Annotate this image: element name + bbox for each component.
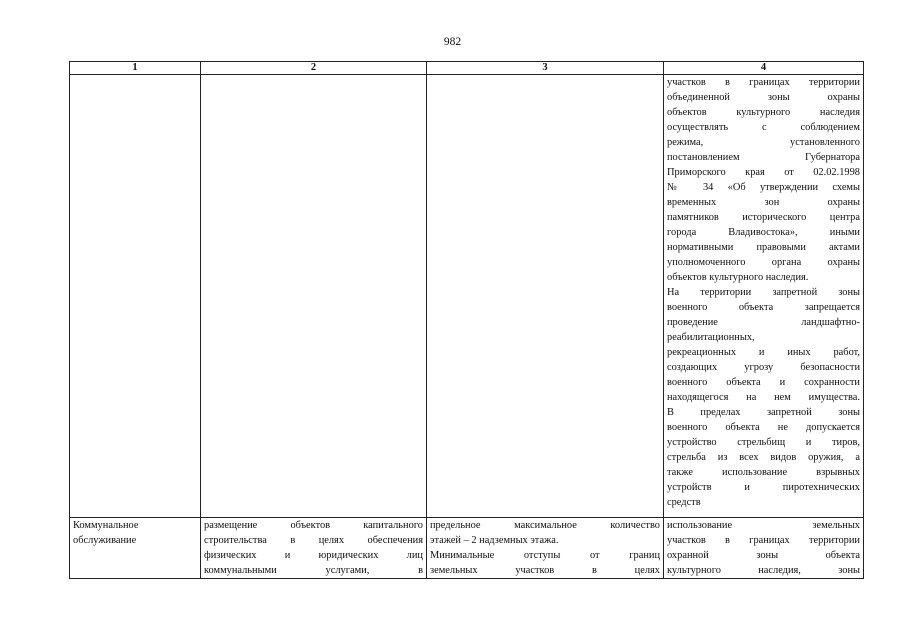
text-line: средств bbox=[667, 497, 701, 508]
row1-col2-cell bbox=[201, 75, 427, 518]
text-line: земельных участков в целях bbox=[430, 565, 660, 576]
row2-col2-cell bbox=[201, 518, 427, 579]
column-header-2: 2 bbox=[201, 62, 427, 75]
table-row bbox=[70, 518, 864, 579]
text-line: Минимальные отступы от границ bbox=[430, 550, 660, 561]
row2-col1-cell bbox=[70, 518, 201, 579]
text-line: устройств и пиротехнических bbox=[667, 482, 860, 493]
text-line: временных зон охраны bbox=[667, 197, 860, 208]
text-line: стрельба из всех видов оружия, а bbox=[667, 452, 860, 463]
text-line: режима, установленного bbox=[667, 137, 860, 148]
text-line: участков в границах территории bbox=[667, 77, 860, 88]
row2-col3-cell bbox=[427, 518, 664, 579]
text-line: № 34 «Об утверждении схемы bbox=[667, 182, 860, 193]
text-line: военного объекта и сохранности bbox=[667, 377, 860, 388]
text-line: участков в границах территории bbox=[667, 535, 860, 546]
text-line: устройство стрельбищ и тиров, bbox=[667, 437, 860, 448]
row1-col3-cell bbox=[427, 75, 664, 518]
text-line: рекреационных и иных работ, bbox=[667, 347, 860, 358]
row1-col4-cell bbox=[664, 75, 864, 518]
text-line: коммунальными услугами, в bbox=[204, 565, 423, 576]
text-line: реабилитационных, bbox=[667, 332, 755, 343]
text-line: культурного наследия, зоны bbox=[667, 565, 860, 576]
document-table bbox=[69, 61, 864, 579]
text-line: проведение ландшафтно- bbox=[667, 317, 860, 328]
text-line: этажей – 2 надземных этажа. bbox=[430, 535, 559, 546]
text-line: объединенной зоны охраны bbox=[667, 92, 860, 103]
text-line: строительства в целях обеспечения bbox=[204, 535, 423, 546]
table-row bbox=[70, 75, 864, 518]
text-line: уполномоченного органа охраны bbox=[667, 257, 860, 268]
text-line: осуществлять с соблюдением bbox=[667, 122, 860, 133]
text-line: находящегося на нем имущества. bbox=[667, 392, 860, 403]
text-line: В пределах запретной зоны bbox=[667, 407, 860, 418]
text-line: использование земельных bbox=[667, 520, 860, 531]
text-line: военного объекта запрещается bbox=[667, 302, 860, 313]
text-line: также использование взрывных bbox=[667, 467, 860, 478]
column-header-1: 1 bbox=[70, 62, 201, 75]
text-line: размещение объектов капитального bbox=[204, 520, 423, 531]
text-line: На территории запретной зоны bbox=[667, 287, 860, 298]
text-line: объектов культурного наследия bbox=[667, 107, 860, 118]
text-line: города Владивостока», иными bbox=[667, 227, 860, 238]
text-line: предельное максимальное количество bbox=[430, 520, 660, 531]
table-header-row bbox=[70, 62, 864, 75]
text-line: обслуживание bbox=[73, 535, 137, 546]
row2-col4-cell bbox=[664, 518, 864, 579]
text-line: создающих угрозу безопасности bbox=[667, 362, 860, 373]
page-number: 982 bbox=[443, 36, 462, 48]
text-line: охранной зоны объекта bbox=[667, 550, 860, 561]
row1-col1-cell bbox=[70, 75, 201, 518]
text-line: физических и юридических лиц bbox=[204, 550, 423, 561]
text-line: военного объекта не допускается bbox=[667, 422, 860, 433]
text-line: Приморского края от 02.02.1998 bbox=[667, 167, 860, 178]
text-line: объектов культурного наследия. bbox=[667, 272, 809, 283]
text-line: Коммунальное bbox=[73, 520, 139, 531]
text-line: постановлением Губернатора bbox=[667, 152, 860, 163]
column-header-4: 4 bbox=[664, 62, 864, 75]
column-header-3: 3 bbox=[427, 62, 664, 75]
text-line: памятников исторического центра bbox=[667, 212, 860, 223]
text-line: нормативными правовыми актами bbox=[667, 242, 860, 253]
